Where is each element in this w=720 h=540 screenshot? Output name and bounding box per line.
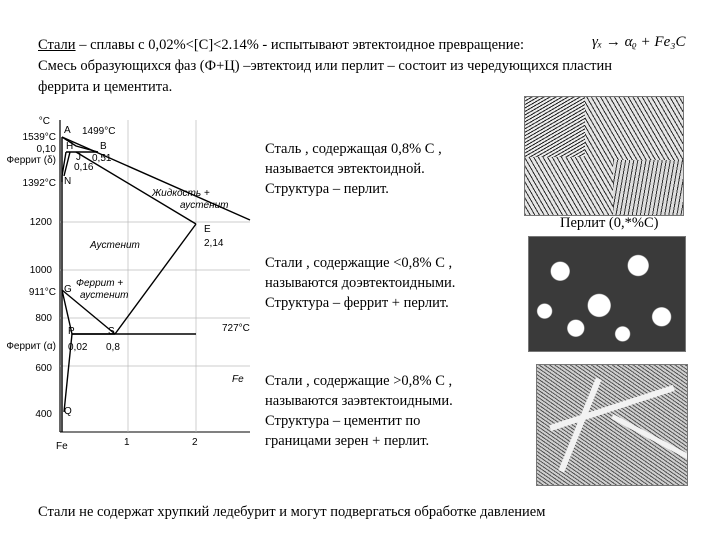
hypo-line-3: Структура – феррит + перлит.: [265, 295, 449, 311]
carbon-051: 0,51: [92, 153, 112, 164]
point-g: G: [64, 284, 72, 295]
point-h: H: [66, 141, 74, 152]
y-tick-800: 800: [35, 313, 52, 324]
x-axis-fe: Fe: [56, 441, 68, 452]
carbon-002: 0,02: [68, 342, 88, 353]
y-tick-911: 911°C: [28, 287, 56, 298]
hypo-line-1: Стали , содержащие <0,8% С ,: [265, 255, 453, 271]
y-tick-1392: 1392°C: [22, 178, 56, 189]
x-tick-2: 2: [192, 437, 198, 448]
intro-line-1-rest: – сплавы с 0,02%<[C]<2.14% - испытывают эвтектоидное превращение:: [75, 37, 525, 53]
point-j: J: [76, 152, 81, 163]
y-tick-ferrite-delta: Феррит (δ): [6, 155, 56, 166]
y-tick-ferrite-alpha: Феррит (α): [6, 341, 56, 352]
point-a: A: [64, 125, 71, 136]
temp-1499: 1499°C: [82, 126, 116, 137]
carbon-08: 0,8: [106, 342, 120, 353]
point-p: P: [68, 326, 75, 337]
cementite-pearlite-micrograph: [536, 364, 688, 486]
hyper-line-2: называются заэвтектоидными.: [265, 393, 453, 409]
ferrite-pearlite-micrograph: [528, 236, 686, 352]
region-ferrite-austenite-1: Феррит +: [76, 278, 124, 289]
intro-line-3: феррита и цементита.: [38, 79, 173, 95]
y-tick-deg: °C: [38, 116, 50, 127]
y-tick-600: 600: [35, 363, 52, 374]
intro-keyword: Стали: [38, 37, 76, 53]
footer-note: Стали не содержат хрупкий ледебурит и могут подвергаться обработке давлением: [38, 504, 546, 520]
y-tick-1539: 1539°C: [22, 132, 56, 143]
carbon-214: 2,14: [204, 238, 224, 249]
y-tick-400: 400: [35, 409, 52, 420]
region-ferrite-austenite-2: аустенит: [80, 290, 129, 301]
y-tick-010: 0,10: [36, 144, 56, 155]
hyper-line-3: Структура – цементит по: [265, 413, 421, 429]
point-s: S: [108, 326, 115, 337]
y-tick-1000: 1000: [29, 265, 52, 276]
hyper-line-4: границами зерен + перлит.: [265, 433, 430, 449]
region-austenite: Аустенит: [90, 240, 140, 251]
region-fe-right: Fe: [232, 374, 244, 385]
y-tick-1200: 1200: [29, 217, 52, 228]
point-n: N: [64, 176, 72, 187]
point-q: Q: [64, 406, 72, 417]
eutectoid-line-2: называется эвтектоидной.: [265, 161, 425, 177]
hyper-line-1: Стали , содержащие >0,8% С ,: [265, 373, 453, 389]
region-liquid-austenite-1: Жидкость +: [152, 188, 210, 199]
pearlite-caption: Перлит (0,*%С): [560, 215, 659, 231]
hypo-line-2: называются доэвтектоидными.: [265, 275, 456, 291]
eutectoid-formula: γₓ → αᵨ + Fe₃C: [592, 34, 686, 50]
pearlite-micrograph: [524, 96, 684, 216]
intro-line-1: [38, 37, 524, 54]
x-tick-1: 1: [124, 437, 130, 448]
temp-727: 727°C: [222, 323, 250, 334]
eutectoid-line-1: Сталь , содержащая 0,8% С ,: [265, 141, 442, 157]
region-liquid-austenite-2: аустенит: [180, 200, 229, 211]
eutectoid-line-3: Структура – перлит.: [265, 181, 389, 197]
intro-line-2: Смесь образующихся фаз (Ф+Ц) –эвтектоид или перлит – состоит из чередующихся пластин: [38, 58, 613, 74]
point-e: E: [204, 224, 211, 235]
point-b: B: [100, 141, 107, 152]
carbon-016: 0,16: [74, 162, 94, 173]
iron-carbon-diagram: [0, 112, 262, 452]
